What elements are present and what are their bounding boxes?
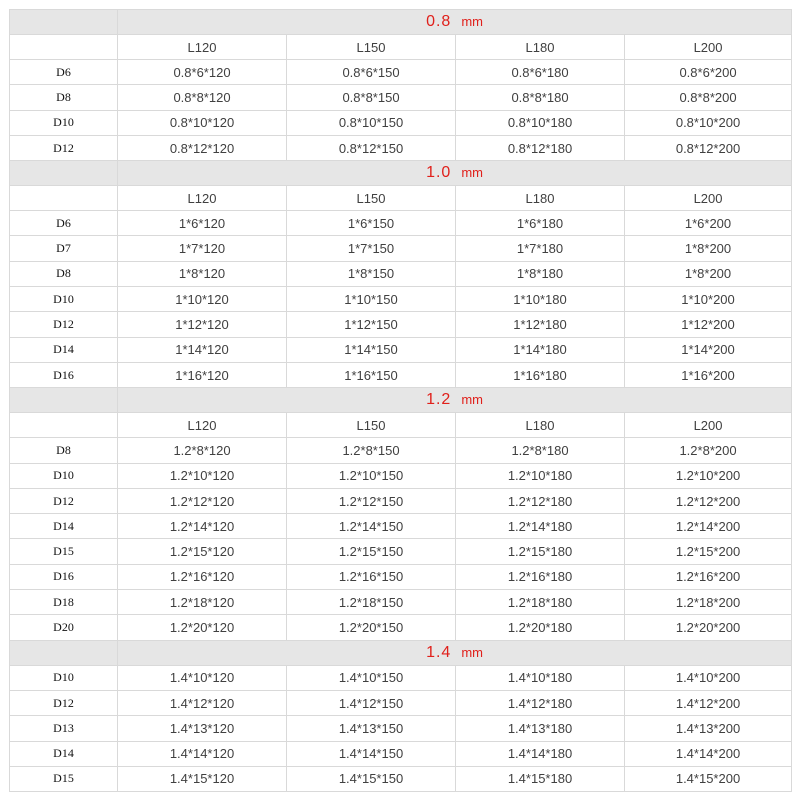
table-row [10, 514, 792, 539]
spec-table [9, 9, 792, 792]
spec-cell: 1*7*120 [118, 236, 287, 261]
spec-cell: 1.4*15*180 [456, 766, 625, 791]
spec-cell: 0.8*8*200 [625, 85, 792, 110]
spec-cell: 1*12*120 [118, 312, 287, 337]
section-thickness-title [118, 640, 792, 665]
spec-cell: 1.2*8*120 [118, 438, 287, 463]
table-row [10, 261, 792, 286]
section-header-corner [10, 161, 118, 186]
column-header-corner [10, 35, 118, 60]
column-header-length: L200 [625, 35, 792, 60]
table-row [10, 110, 792, 135]
spec-cell: 1.2*10*200 [625, 463, 792, 488]
table-row [10, 362, 792, 387]
column-header-length: L150 [287, 35, 456, 60]
spec-cell: 1*8*200 [625, 261, 792, 286]
table-row [10, 236, 792, 261]
table-row [10, 716, 792, 741]
spec-cell: 1.2*8*180 [456, 438, 625, 463]
section-thickness-unit: mm [461, 165, 483, 181]
table-row [10, 337, 792, 362]
section-thickness-value: 1.2 [426, 391, 452, 409]
row-diameter-label: D12 [10, 488, 118, 513]
spec-cell: 1.2*12*120 [118, 488, 287, 513]
table-row [10, 60, 792, 85]
table-row [10, 287, 792, 312]
spec-cell: 1*6*150 [287, 211, 456, 236]
spec-cell: 1.4*14*200 [625, 741, 792, 766]
column-header-length: L150 [287, 186, 456, 211]
spec-cell: 1.4*13*150 [287, 716, 456, 741]
spec-cell: 1*12*150 [287, 312, 456, 337]
spec-cell: 0.8*6*180 [456, 60, 625, 85]
spec-cell: 1*16*180 [456, 362, 625, 387]
spec-cell: 1.2*16*120 [118, 564, 287, 589]
section-header-corner [10, 640, 118, 665]
row-diameter-label: D16 [10, 564, 118, 589]
spec-cell: 1*10*120 [118, 287, 287, 312]
spec-cell: 1*8*150 [287, 261, 456, 286]
table-row [10, 438, 792, 463]
spec-cell: 1*12*180 [456, 312, 625, 337]
spec-cell: 1.4*13*200 [625, 716, 792, 741]
table-row [10, 690, 792, 715]
spec-cell: 0.8*8*150 [287, 85, 456, 110]
row-diameter-label: D14 [10, 741, 118, 766]
row-diameter-label: D10 [10, 463, 118, 488]
spec-cell: 1*14*180 [456, 337, 625, 362]
table-row [10, 615, 792, 640]
spec-cell: 1.4*13*120 [118, 716, 287, 741]
spec-cell: 1.2*14*120 [118, 514, 287, 539]
spec-cell: 0.8*6*150 [287, 60, 456, 85]
row-diameter-label: D14 [10, 514, 118, 539]
table-row [10, 312, 792, 337]
row-diameter-label: D13 [10, 716, 118, 741]
table-row [10, 463, 792, 488]
spec-cell: 1.2*10*120 [118, 463, 287, 488]
spec-cell: 0.8*12*150 [287, 135, 456, 160]
spec-cell: 1.2*20*120 [118, 615, 287, 640]
spec-cell: 1*14*120 [118, 337, 287, 362]
spec-cell: 0.8*8*180 [456, 85, 625, 110]
spec-cell: 1*6*200 [625, 211, 792, 236]
spec-cell: 1.4*12*200 [625, 690, 792, 715]
spec-cell: 1*16*150 [287, 362, 456, 387]
spec-cell: 0.8*10*120 [118, 110, 287, 135]
row-diameter-label: D6 [10, 211, 118, 236]
spec-cell: 1*16*200 [625, 362, 792, 387]
column-header-row [10, 186, 792, 211]
spec-cell: 1.4*12*120 [118, 690, 287, 715]
spec-cell: 1.2*10*180 [456, 463, 625, 488]
spec-cell: 0.8*12*120 [118, 135, 287, 160]
spec-cell: 1.4*12*180 [456, 690, 625, 715]
row-diameter-label: D12 [10, 690, 118, 715]
section-header-row [10, 640, 792, 665]
spec-cell: 1.4*10*120 [118, 665, 287, 690]
column-header-corner [10, 186, 118, 211]
spec-table-body [10, 10, 792, 792]
spec-cell: 1*7*180 [456, 236, 625, 261]
row-diameter-label: D7 [10, 236, 118, 261]
spec-cell: 1.4*15*200 [625, 766, 792, 791]
spec-cell: 1.2*18*200 [625, 590, 792, 615]
spec-cell: 1*12*200 [625, 312, 792, 337]
spec-cell: 0.8*10*180 [456, 110, 625, 135]
spec-cell: 0.8*6*120 [118, 60, 287, 85]
section-header-corner [10, 10, 118, 35]
section-thickness-value: 1.4 [426, 643, 452, 661]
table-row [10, 741, 792, 766]
spec-cell: 1*14*150 [287, 337, 456, 362]
row-diameter-label: D8 [10, 261, 118, 286]
spec-cell: 1*8*180 [456, 261, 625, 286]
row-diameter-label: D12 [10, 135, 118, 160]
spec-cell: 1.2*12*180 [456, 488, 625, 513]
row-diameter-label: D10 [10, 287, 118, 312]
spec-cell: 1.4*10*200 [625, 665, 792, 690]
column-header-corner [10, 413, 118, 438]
spec-cell: 1.2*14*150 [287, 514, 456, 539]
spec-cell: 1.2*15*120 [118, 539, 287, 564]
spec-cell: 0.8*10*150 [287, 110, 456, 135]
section-thickness-value: 1.0 [426, 164, 452, 182]
table-row [10, 564, 792, 589]
column-header-row [10, 35, 792, 60]
section-thickness-title [118, 10, 792, 35]
spec-cell: 1.2*8*200 [625, 438, 792, 463]
column-header-row [10, 413, 792, 438]
section-header-row [10, 161, 792, 186]
section-thickness-unit: mm [461, 392, 483, 408]
column-header-length: L200 [625, 186, 792, 211]
column-header-length: L180 [456, 413, 625, 438]
spec-cell: 0.8*12*180 [456, 135, 625, 160]
row-diameter-label: D12 [10, 312, 118, 337]
spec-cell: 1.4*14*120 [118, 741, 287, 766]
spec-cell: 1.4*14*150 [287, 741, 456, 766]
table-row [10, 488, 792, 513]
spec-cell: 1*7*150 [287, 236, 456, 261]
spec-cell: 1.2*14*180 [456, 514, 625, 539]
spec-cell: 1*8*200 [625, 236, 792, 261]
section-header-row [10, 388, 792, 413]
spec-cell: 1.2*14*200 [625, 514, 792, 539]
spec-cell: 1.2*15*200 [625, 539, 792, 564]
spec-cell: 1.2*18*150 [287, 590, 456, 615]
row-diameter-label: D8 [10, 438, 118, 463]
spec-cell: 1.2*20*180 [456, 615, 625, 640]
row-diameter-label: D20 [10, 615, 118, 640]
column-header-length: L120 [118, 35, 287, 60]
row-diameter-label: D14 [10, 337, 118, 362]
row-diameter-label: D15 [10, 539, 118, 564]
row-diameter-label: D6 [10, 60, 118, 85]
spec-cell: 1*10*200 [625, 287, 792, 312]
column-header-length: L150 [287, 413, 456, 438]
spec-cell: 1.2*12*150 [287, 488, 456, 513]
spec-cell: 1.2*18*120 [118, 590, 287, 615]
table-row [10, 766, 792, 791]
spec-cell: 1.4*14*180 [456, 741, 625, 766]
table-row [10, 85, 792, 110]
spec-cell: 1.2*15*180 [456, 539, 625, 564]
table-row [10, 211, 792, 236]
spec-cell: 1.2*15*150 [287, 539, 456, 564]
spec-cell: 1.4*10*180 [456, 665, 625, 690]
section-thickness-title [118, 388, 792, 413]
row-diameter-label: D8 [10, 85, 118, 110]
section-header-corner [10, 388, 118, 413]
spec-cell: 1*6*120 [118, 211, 287, 236]
spec-cell: 1.2*20*200 [625, 615, 792, 640]
spec-cell: 1.2*16*180 [456, 564, 625, 589]
spec-cell: 1*16*120 [118, 362, 287, 387]
column-header-length: L180 [456, 186, 625, 211]
spec-cell: 1.4*12*150 [287, 690, 456, 715]
spec-cell: 1.4*15*120 [118, 766, 287, 791]
section-thickness-value: 0.8 [426, 13, 452, 30]
row-diameter-label: D16 [10, 362, 118, 387]
spec-cell: 1.2*16*200 [625, 564, 792, 589]
spec-cell: 1*8*120 [118, 261, 287, 286]
column-header-length: L180 [456, 35, 625, 60]
row-diameter-label: D18 [10, 590, 118, 615]
column-header-length: L120 [118, 413, 287, 438]
spec-cell: 1.2*18*180 [456, 590, 625, 615]
spec-cell: 0.8*6*200 [625, 60, 792, 85]
spec-cell: 1.2*12*200 [625, 488, 792, 513]
row-diameter-label: D10 [10, 665, 118, 690]
column-header-length: L120 [118, 186, 287, 211]
spec-cell: 1.2*10*150 [287, 463, 456, 488]
spec-cell: 1.4*10*150 [287, 665, 456, 690]
row-diameter-label: D10 [10, 110, 118, 135]
table-row [10, 590, 792, 615]
table-row [10, 135, 792, 160]
spec-cell: 0.8*10*200 [625, 110, 792, 135]
section-thickness-unit: mm [461, 644, 483, 660]
spec-cell: 1*14*200 [625, 337, 792, 362]
spec-cell: 1*10*180 [456, 287, 625, 312]
spec-cell: 1.2*16*150 [287, 564, 456, 589]
column-header-length: L200 [625, 413, 792, 438]
spec-cell: 0.8*8*120 [118, 85, 287, 110]
table-row [10, 665, 792, 690]
spec-cell: 0.8*12*200 [625, 135, 792, 160]
section-thickness-title [118, 161, 792, 186]
section-thickness-unit: mm [461, 14, 483, 29]
row-diameter-label: D15 [10, 766, 118, 791]
table-row [10, 539, 792, 564]
spec-cell: 1.4*15*150 [287, 766, 456, 791]
spec-cell: 1*6*180 [456, 211, 625, 236]
spec-cell: 1.2*8*150 [287, 438, 456, 463]
section-header-row [10, 10, 792, 35]
spec-cell: 1.2*20*150 [287, 615, 456, 640]
spec-cell: 1*10*150 [287, 287, 456, 312]
spec-cell: 1.4*13*180 [456, 716, 625, 741]
